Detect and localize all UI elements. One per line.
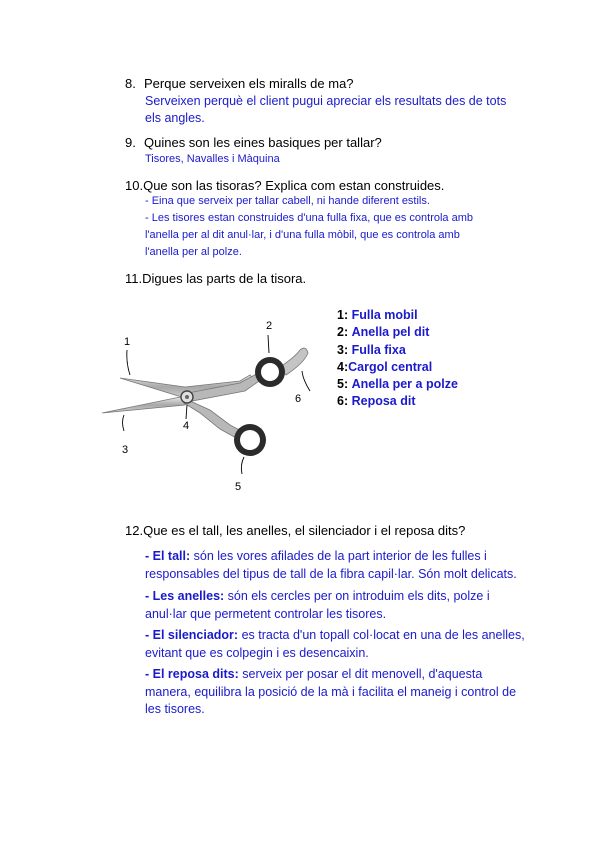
question-9: [125, 134, 382, 151]
definition-text: són les vores afilades de la part interior de les fulles i responsables del tipus de tall de la fibra capil·lar. Són molt delicats.: [145, 549, 517, 581]
diagram-label-5: 5: [235, 481, 242, 493]
answer-line: l'anella per al dit anul·lar, i d'una fulla mòbil, que es controla amb: [145, 229, 460, 241]
question-12: [125, 522, 465, 539]
question-number: 10.: [125, 178, 144, 193]
part-item: 2: Anella pel dit: [337, 325, 430, 340]
definition-label: - El silenciador:: [145, 628, 239, 642]
definition-label: - El tall:: [145, 549, 191, 563]
definition-text: són els cercles per on introduim els dits, polze i anul·lar que permetent controlar les tisores.: [145, 589, 490, 621]
diagram-label-4: 4: [183, 420, 190, 432]
answer-line: - Eina que serveix per tallar cabell, ni hande diferent estils.: [145, 195, 430, 207]
definition-silenciador: [145, 627, 525, 662]
answer-10: [145, 193, 473, 261]
answer-line: els angles.: [145, 111, 205, 125]
definition-label: - Les anelles:: [145, 589, 225, 603]
diagram-label-6: 6: [295, 393, 302, 405]
question-text: Que es el tall, les anelles, el silenciador i el reposa dits?: [143, 523, 466, 538]
part-item: 1: Fulla mobil: [337, 308, 418, 322]
question-10: [125, 177, 444, 194]
scissors-diagram: [100, 305, 330, 500]
part-item: 4:Cargol central: [337, 359, 433, 374]
answer-line: Tisores, Navalles i Màquina: [145, 153, 280, 165]
scissors-icon: [102, 348, 308, 456]
question-11: [125, 270, 306, 287]
answer-line: - Les tisores estan construides d'una fulla fixa, que es controla amb: [145, 212, 474, 224]
diagram-label-1: 1: [124, 336, 131, 348]
question-text: Quines son les eines basiques per tallar?: [144, 135, 382, 150]
definition-text: serveix per posar el dit menovell, d'aquesta manera, equilibra la posició de la mà i facilita el maneig i control de les tisores.: [145, 667, 517, 716]
answer-9: [145, 151, 280, 168]
part-item: 3: Fulla fixa: [337, 342, 406, 357]
question-text: Que son las tisoras? Explica com estan construides.: [143, 178, 445, 193]
definition-reposa-dits: [145, 666, 525, 719]
diagram-label-3: 3: [122, 444, 129, 456]
question-number: 8.: [125, 76, 136, 91]
question-number: 11.: [125, 271, 143, 286]
question-text: Digues las parts de la tisora.: [142, 271, 307, 286]
part-item: 5: Anella per a polze: [337, 377, 458, 392]
question-number: 9.: [125, 135, 136, 150]
question-number: 12.: [125, 523, 144, 538]
question-text: Perque serveixen els miralls de ma?: [144, 76, 354, 91]
part-item: 6: Reposa dit: [337, 394, 416, 409]
answer-line: Serveixen perquè el client pugui apreciar els resultats des de tots: [145, 94, 507, 108]
parts-list: [337, 307, 458, 411]
definition-anelles: [145, 588, 525, 623]
definition-label: - El reposa dits:: [145, 667, 239, 681]
definition-text: es tracta d'un topall col·locat en una de les anelles, evitant que es colpegin i es desencaixin.: [145, 628, 525, 660]
answer-line: l'anella per al polze.: [145, 246, 242, 258]
answer-8: [145, 93, 506, 127]
question-8: [125, 75, 354, 92]
diagram-label-2: 2: [266, 320, 273, 332]
definition-tall: [145, 548, 525, 583]
